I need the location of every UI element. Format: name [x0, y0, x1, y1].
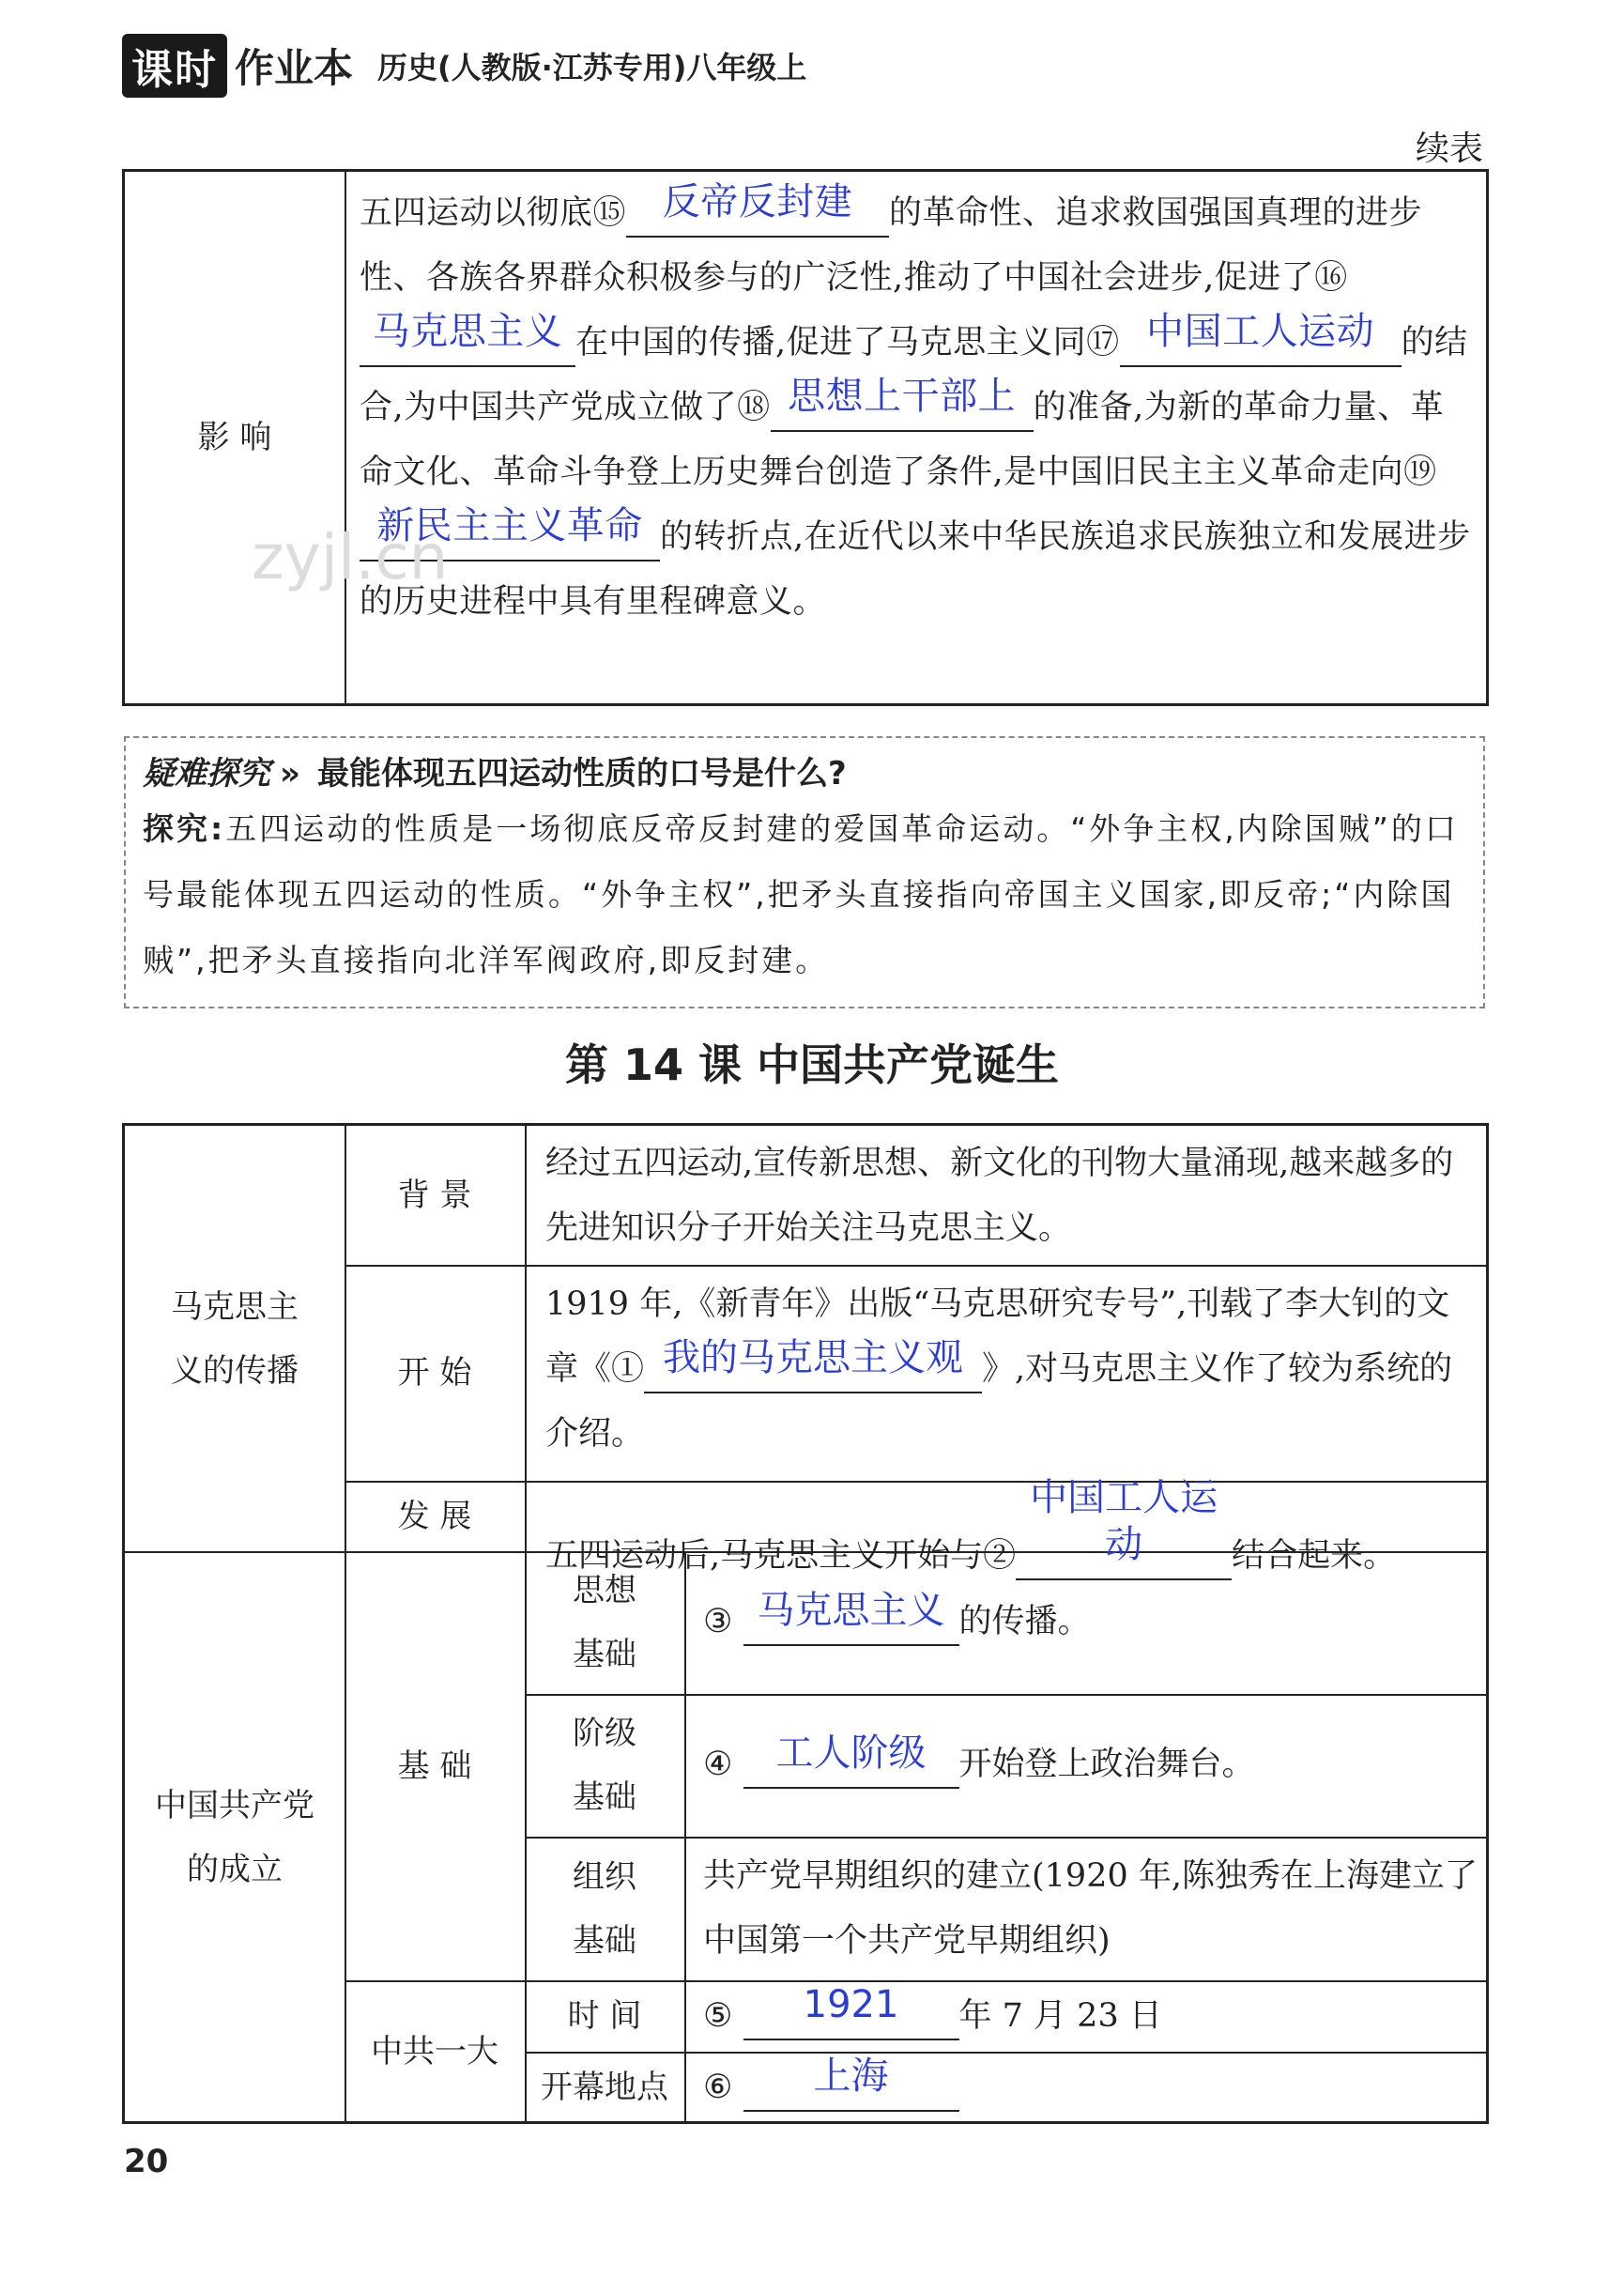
time-label: 时 间 — [567, 1997, 642, 2035]
start-text: 1919 年,《新青年》出版“马克思研究专号”,刊载了李大钊的文章《① 我的马克思主义观 》,对马克思主义作了较为系统的介绍。 — [545, 1285, 1453, 1453]
explore-answer: 探究:五四运动的性质是一场彻底反帝反封建的爱国革命运动。“外争主权,内除国贼”的口号最能体现五四运动的性质。“外争主权”,把矛头直接指向帝国主义国家,即反帝;“内除国贼”,把矛头直接指向北洋军阀政府,即反封建。 — [143, 810, 1459, 978]
explore-question-line — [143, 751, 1466, 796]
blank-1: 我的马克思主义观 — [644, 1345, 982, 1393]
blank-15: 反帝反封建 — [626, 189, 889, 238]
blank-17: 中国工人运动 — [1120, 318, 1402, 367]
arrow-icon: » — [280, 755, 300, 793]
continued-label: 续表 — [1415, 130, 1483, 168]
blank-2: 中国工人运动 — [1016, 1485, 1232, 1580]
explore-tag: 疑难探究 — [143, 755, 270, 793]
influence-row-label: 影 响 — [197, 419, 272, 456]
class-basis-label: 阶级基础 — [573, 1715, 636, 1816]
blank-18: 思想上干部上 — [771, 383, 1034, 432]
blank-3: 马克思主义 — [743, 1597, 959, 1646]
place-label: 开幕地点 — [541, 2069, 668, 2106]
time-text: ⑤ 1921 年 7 月 23 日 — [703, 1984, 1473, 2049]
blank-4: 工人阶级 — [743, 1740, 959, 1789]
background-label: 背 景 — [397, 1177, 472, 1214]
watermark: zyjl.cn — [252, 521, 449, 593]
lesson-title: 第 14 课 中国共产党诞生 — [564, 1039, 1060, 1090]
page-number: 20 — [124, 2143, 169, 2180]
blank-5: 1921 — [743, 1992, 959, 2040]
congress-label: 中共一大 — [371, 2033, 498, 2070]
influence-text: 五四运动以彻底⑮ 反帝反封建 的革命性、追求救国强国真理的进步性、各族各界群众积极参与的广泛性,推动了中国社会进步,促进了⑯马克思主义 在中国的传播,促进了马克思主义同⑰ 中国工人运动 的结合,为中国共产党成立做了⑱ 思想上干部上 的准备,为新的革命力量、革命文化、革命斗争登上历史舞台创造了条件,是中国旧民主主义革命走向⑲新民主主义革命 的转折点,在近代以来中华民族追求民族独立和发展进步的历史进程中具有里程碑意义。 — [360, 180, 1471, 621]
org-basis-label: 组织基础 — [573, 1857, 636, 1960]
lesson-table — [122, 1123, 1489, 2124]
brand-title: 作业本 — [235, 45, 354, 91]
start-label: 开 始 — [397, 1354, 472, 1392]
place-text: ⑥ 上海 — [703, 2055, 1473, 2120]
basis-label: 基 础 — [397, 1747, 472, 1785]
blank-6: 上海 — [743, 2063, 959, 2112]
org-basis-text: 共产党早期组织的建立(1920 年,陈独秀在上海建立了中国第一个共产党早期组织) — [703, 1857, 1478, 1960]
development-text: 五四运动后,马克思主义开始与②中国工人运动 结合起来。 — [545, 1485, 1475, 1589]
logo: 课时 — [122, 34, 227, 98]
idea-basis-label: 思想基础 — [573, 1572, 636, 1673]
page-header — [122, 38, 806, 94]
influence-table — [122, 169, 1489, 706]
background-text: 经过五四运动,宣传新思想、新文化的刊物大量涌现,越来越多的先进知识分子开始关注马克思主义。 — [545, 1145, 1454, 1247]
development-label: 发 展 — [397, 1497, 472, 1535]
explore-box — [124, 736, 1485, 1008]
group-marxism-spread: 马克思主义的传播 — [171, 1287, 299, 1390]
blank-19: 新民主主义革命 — [360, 513, 660, 562]
class-basis-text: ④ 工人阶级 开始登上政治舞台。 — [703, 1732, 1473, 1797]
blank-16: 马克思主义 — [360, 318, 575, 367]
group-party-founding: 中国共产党的成立 — [155, 1786, 314, 1888]
explore-question: 最能体现五四运动性质的口号是什么? — [316, 755, 847, 793]
subject-title: 历史(人教版·江苏专用)八年级上 — [377, 50, 807, 85]
idea-basis-text: ③ 马克思主义 的传播。 — [703, 1590, 1473, 1654]
